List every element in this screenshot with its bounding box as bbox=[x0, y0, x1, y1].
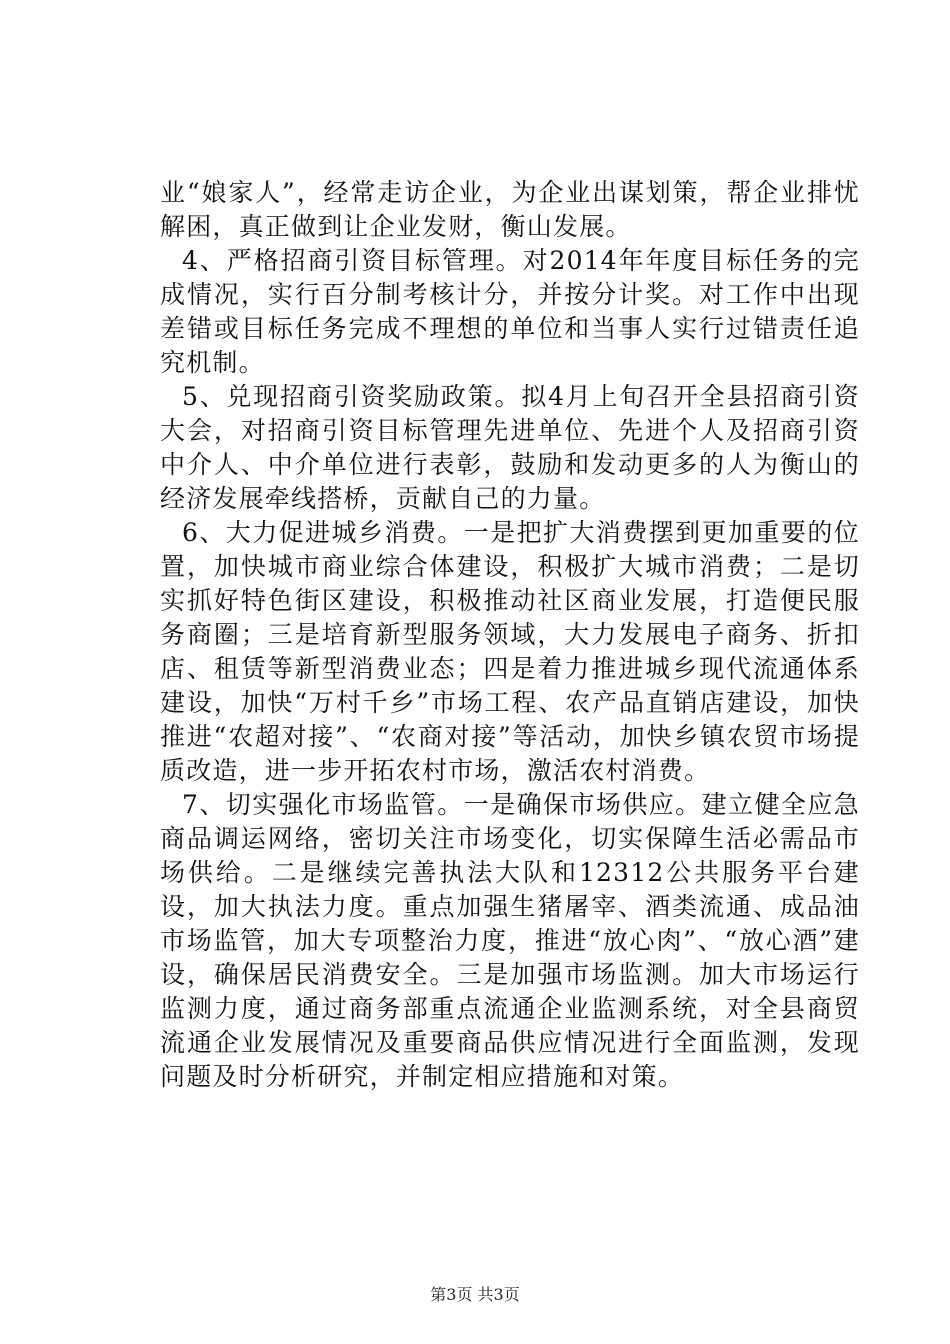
paragraph-item-5: 5、兑现招商引资奖励政策。拟4月上旬召开全县招商引资大会，对招商引资目标管理先进单位、先进个人及招商引资中介人、中介单位进行表彰，鼓励和发动更多的人为衡山的经济发展牵线搭桥，贡献自己的力量。 bbox=[160, 382, 860, 513]
paragraph-continuation: 业“娘家人”，经常走访企业，为企业出谋划策，帮企业排忧解困，真正做到让企业发财，衡山发展。 bbox=[160, 178, 860, 241]
paragraph-item-6: 6、大力促进城乡消费。一是把扩大消费摆到更加重要的位置，加快城市商业综合体建设，积极扩大城市消费；二是切实抓好特色街区建设，积极推动社区商业发展，打造便民服务商圈；三是培育新型服务领域，大力发展电子商务、折扣店、租赁等新型消费业态；四是着力推进城乡现代流通体系建设，加快“万村千乡”市场工程、农产品直销店建设，加快推进“农超对接”、“农商对接”等活动，加快乡镇农贸市场提质改造，进一步开拓农村市场，激活农村消费。 bbox=[160, 518, 860, 785]
page-footer: 第3页 共3页 bbox=[430, 1285, 520, 1304]
document-body bbox=[160, 176, 860, 1094]
paragraph-item-7: 7、切实强化市场监管。一是确保市场供应。建立健全应急商品调运网络，密切关注市场变化，切实保障生活必需品市场供给。二是继续完善执法大队和12312公共服务平台建设，加大执法力度。重点加强生猪屠宰、酒类流通、成品油市场监管，加大专项整治力度，推进“放心肉”、“放心酒”建设，确保居民消费安全。三是加强市场监测。加大市场运行监测力度，通过商务部重点流通企业监测系统，对全县商贸流通企业发展情况及重要商品供应情况进行全面监测，发现问题及时分析研究，并制定相应措施和对策。 bbox=[160, 790, 860, 1091]
paragraph-item-4: 4、严格招商引资目标管理。对2014年年度目标任务的完成情况，实行百分制考核计分，并按分计奖。对工作中出现差错或目标任务完成不理想的单位和当事人实行过错责任追究机制。 bbox=[160, 246, 860, 377]
